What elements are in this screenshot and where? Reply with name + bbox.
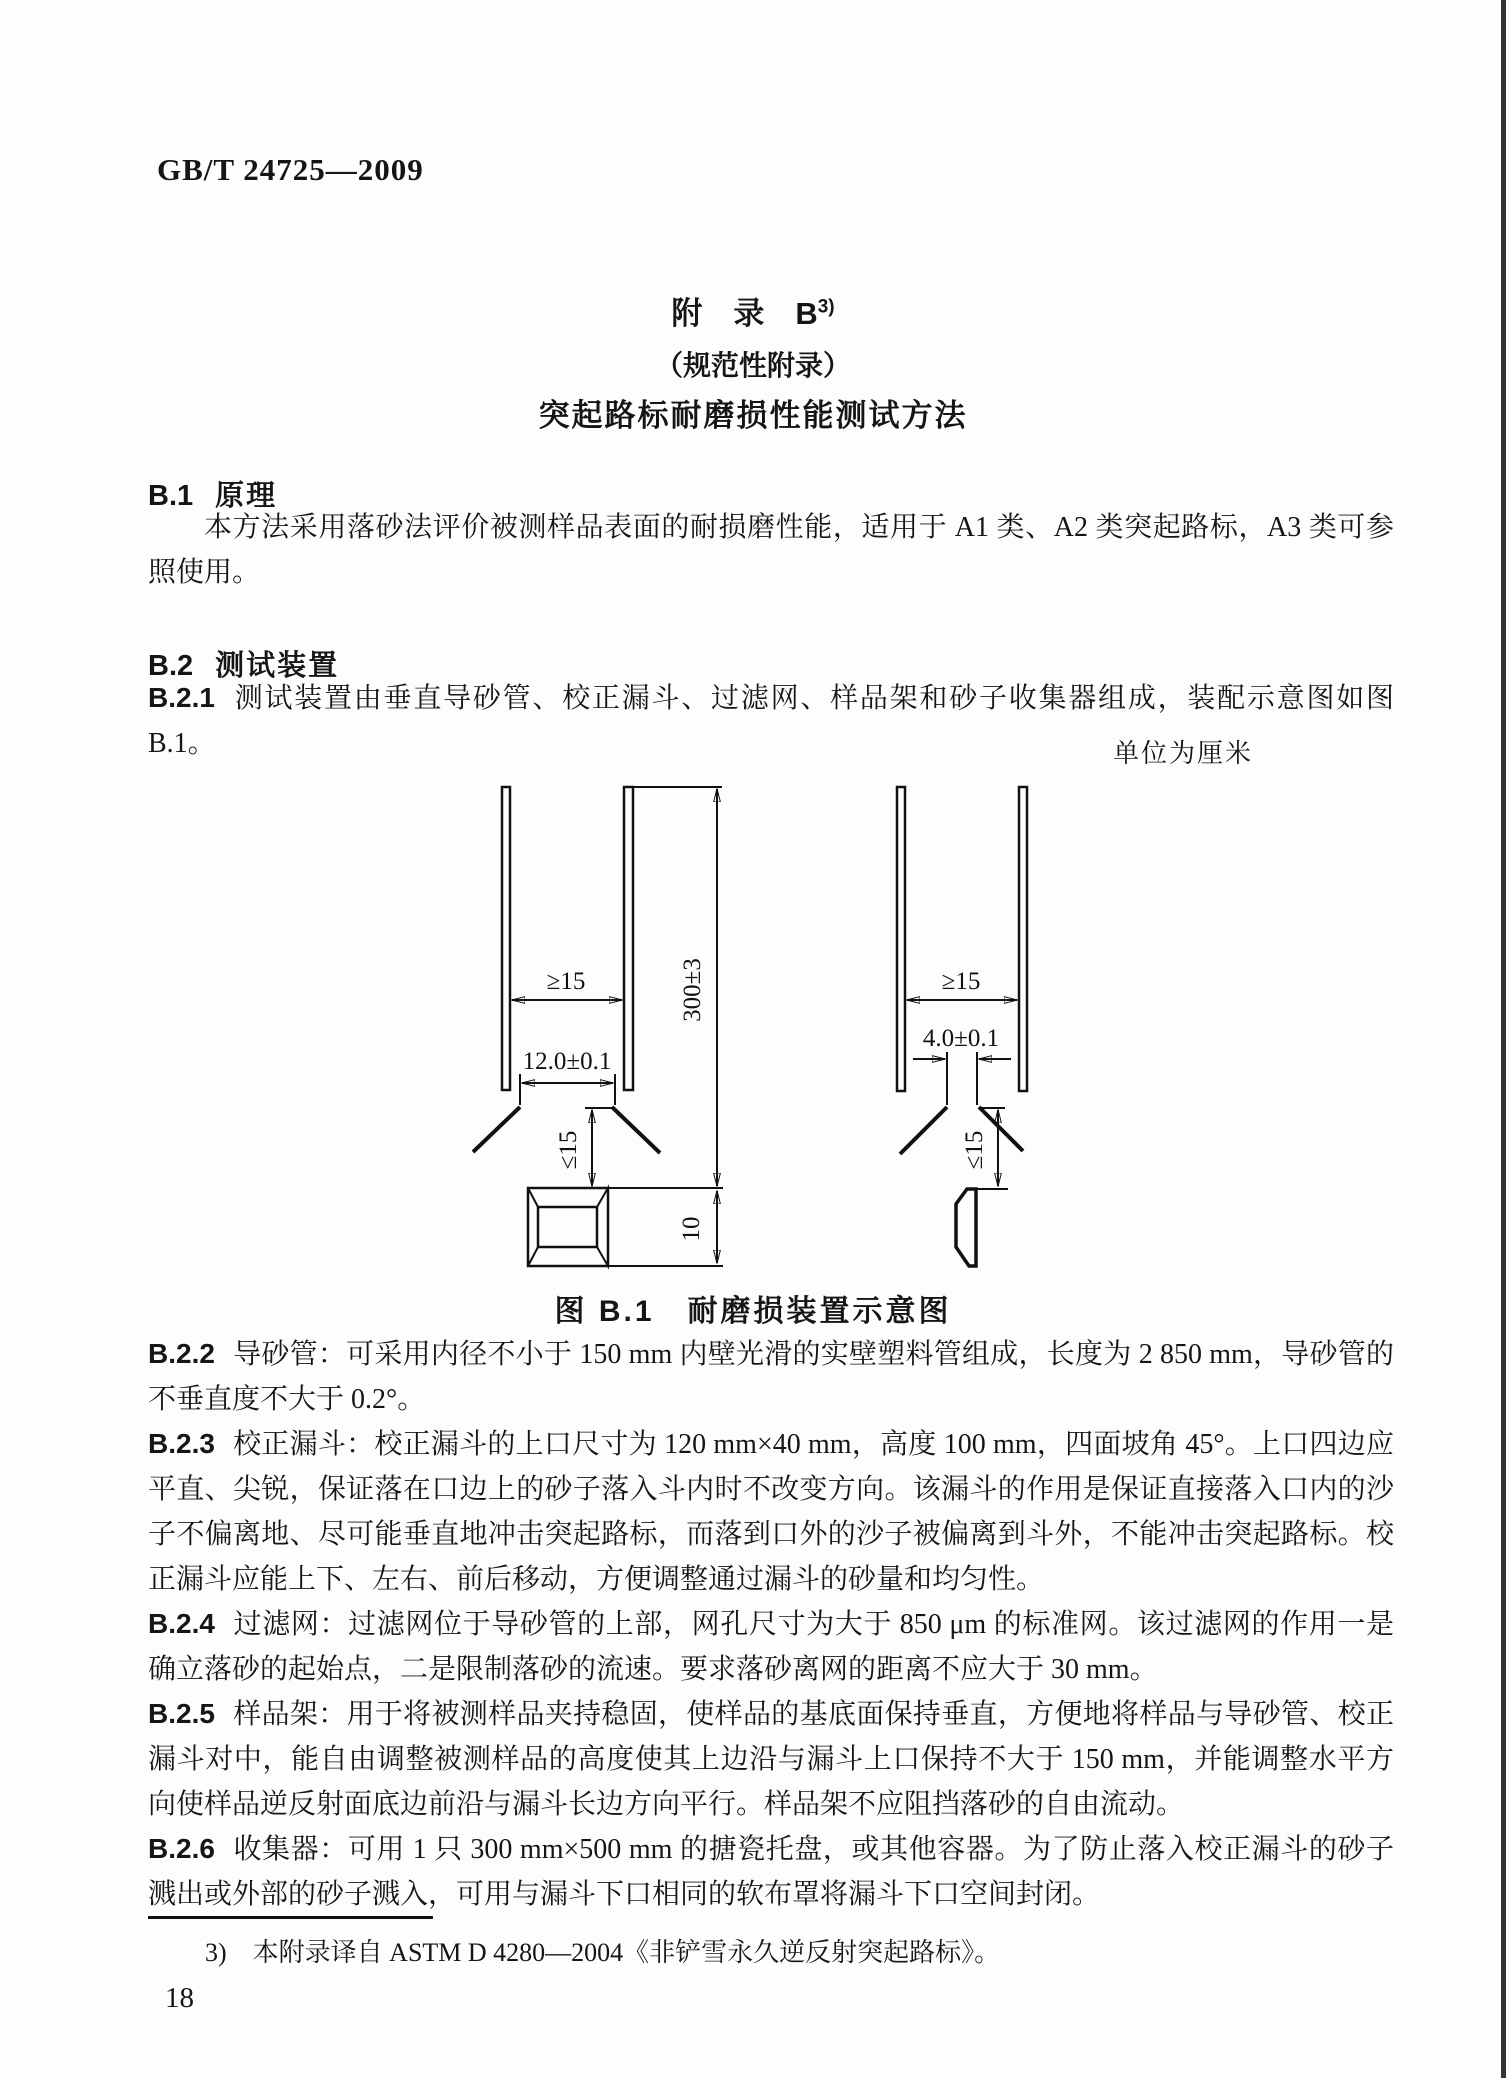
figure-caption: 图 B.1 耐磨损装置示意图 — [554, 1295, 952, 1328]
section-label: B.2 — [148, 650, 194, 682]
footnote-reference-mark: 3) — [817, 296, 835, 318]
side-view-group — [897, 787, 1027, 1266]
dim-label-gap-right: ≥15 — [941, 968, 981, 995]
section-title: 测试装置 — [215, 650, 340, 682]
footnote-text: 本附录译自 ASTM D 4280—2004《非铲雪永久逆反射突起路标》。 — [252, 1938, 1001, 1967]
front-view-group — [473, 787, 723, 1266]
clause-text: 校正漏斗：校正漏斗的上口尺寸为 120 mm×40 mm，高度 100 mm，四面坡角 45°。上口四边应平直、尖锐，保证落在口边上的砂子落入斗内时不改变方向。该漏斗的作用是保证直接落入口内的沙子不偏离地、尽可能垂直地冲击突起路标，而落到口外的沙子被偏离到斗外，不能冲击突起路标。校正漏斗应能上下、左右、前后移动，方便调整通过漏斗的砂量和均匀性。 — [148, 1429, 1394, 1595]
dim-label-gap-left: ≥15 — [546, 968, 586, 995]
standard-number: GB/T 24725—2009 — [157, 152, 424, 187]
appendix-title-text: 附 录 B — [671, 296, 818, 331]
clause-text: 测试装置由垂直导砂管、校正漏斗、过滤网、样品架和砂子收集器组成，装配示意图如图 B.1。 — [148, 683, 1394, 759]
paragraph-b24 — [148, 1601, 1394, 1692]
figure-b1-diagram — [0, 778, 1506, 1290]
appendix-name: 突起路标耐磨损性能测试方法 — [538, 398, 968, 433]
clause-label: B.2.4 — [148, 1608, 215, 1639]
paragraph-b26 — [148, 1826, 1394, 1917]
paragraph-b25 — [148, 1691, 1394, 1827]
clause-label: B.2.6 — [148, 1833, 215, 1864]
appendix-title — [0, 288, 1506, 333]
tube-wall-left — [502, 787, 510, 1090]
road-stud-front-view — [528, 1188, 608, 1266]
footnote-marker: 3) — [205, 1938, 227, 1967]
paragraph-b1-body: 本方法采用落砂法评价被测样品表面的耐损磨性能，适用于 A1 类、A2 类突起路标，A3 类可参照使用。 — [148, 512, 1394, 588]
clause-text: 样品架：用于将被测样品夹持稳固，使样品的基底面保持垂直，方便地将样品与导砂管、校正漏斗对中，能自由调整被测样品的高度使其上边沿与漏斗上口保持不大于 150 mm，并能调整水平方向使样品逆反射面底边前沿与漏斗长边方向平行。样品架不应阻挡落砂的自由流动。 — [148, 1699, 1394, 1820]
clause-label: B.2.2 — [148, 1338, 215, 1369]
funnel-wall-left — [900, 1107, 947, 1154]
funnel-wall-right — [612, 1107, 660, 1153]
footnote-divider — [148, 1916, 433, 1919]
clause-label: B.2.5 — [148, 1698, 215, 1729]
tube-wall-right — [624, 787, 633, 1090]
clause-text: 过滤网：过滤网位于导砂管的上部，网孔尺寸为大于 850 μm 的标准网。该过滤网的作用一是确立落砂的起始点，二是限制落砂的流速。要求落砂离网的距离不应大于 30 mm。 — [148, 1609, 1394, 1685]
dim-label-drop-front: ≤15 — [555, 1130, 582, 1170]
road-stud-side-view — [956, 1189, 976, 1266]
dim-label-outlet-side: 4.0±0.1 — [922, 1025, 1000, 1052]
paragraph-b22 — [148, 1331, 1394, 1422]
clause-text: 收集器：可用 1 只 300 mm×500 mm 的搪瓷托盘，或其他容器。为了防止落入校正漏斗的砂子溅出或外部的砂子溅入，可用与漏斗下口相同的软布罩将漏斗下口空间封闭。 — [148, 1834, 1394, 1910]
clause-label: B.2.1 — [148, 682, 215, 713]
clause-label: B.2.3 — [148, 1428, 215, 1459]
funnel-wall-left — [473, 1107, 520, 1152]
dim-label-outlet-front: 12.0±0.1 — [522, 1048, 612, 1075]
tube-wall-left — [897, 787, 905, 1091]
dim-label-tube-length: 300±3 — [679, 958, 706, 1022]
dim-label-marker-height: 10 — [678, 1216, 705, 1242]
appendix-subtitle: （规范性附录） — [654, 350, 851, 381]
section-title: 原理 — [215, 480, 278, 512]
figure-unit-note: 单位为厘米 — [1112, 739, 1253, 768]
tube-wall-right — [1019, 787, 1027, 1091]
page-number: 18 — [165, 1982, 194, 2014]
footnote — [205, 1932, 1000, 1969]
paragraph-b23 — [148, 1421, 1394, 1602]
section-label: B.1 — [148, 480, 194, 512]
dim-label-drop-side: ≤15 — [961, 1130, 988, 1170]
clause-text: 导砂管：可采用内径不小于 150 mm 内壁光滑的实壁塑料管组成，长度为 2 850 mm，导砂管的不垂直度不大于 0.2°。 — [148, 1339, 1394, 1415]
